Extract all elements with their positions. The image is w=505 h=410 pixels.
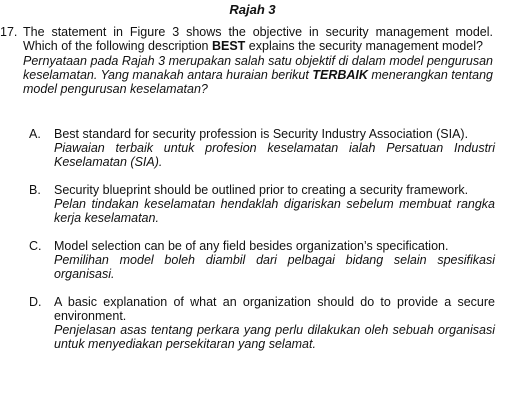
question-number: 17. [0, 25, 18, 39]
option-malay: Piawaian terbaik untuk profesion keselamatan ialah Persatuan Industri Keselamatan (SIA). [54, 141, 495, 169]
option-english: Model selection can be of any field besides organization’s specification. [54, 239, 449, 253]
option-letter: A. [29, 127, 41, 141]
question-malay-part-2: menerangkan tentang model pengurusan keselamatan? [23, 68, 494, 96]
question-english [23, 25, 493, 53]
option-c[interactable] [23, 239, 495, 281]
option-b[interactable] [23, 183, 495, 225]
question-english-part-2: explains the security management model? [245, 39, 483, 53]
option-a[interactable] [23, 127, 495, 169]
question-english-part-1: The statement in Figure 3 shows the objective in security management model. Which of the following description [23, 25, 493, 53]
option-d[interactable] [23, 295, 495, 351]
question-malay-part-1: Pernyataan pada Rajah 3 merupakan salah satu objektif di dalam model pengurusan keselamatan. Yang manakah antara huraian berikut [23, 54, 493, 82]
option-english: Security blueprint should be outlined prior to creating a security framework. [54, 183, 469, 197]
answer-options [23, 127, 495, 365]
option-letter: B. [29, 183, 41, 197]
option-english: Best standard for security profession is Security Industry Association (SIA). [54, 127, 469, 141]
option-english: A basic explanation of what an organization should do to provide a secure environment. [54, 295, 495, 323]
question-english-emphasis: BEST [211, 39, 246, 53]
option-malay: Pelan tindakan keselamatan hendaklah digariskan sebelum membuat rangka kerja keselamatan. [54, 197, 495, 225]
option-letter: D. [29, 295, 42, 309]
option-letter: C. [29, 239, 42, 253]
question-malay-emphasis: TERBAIK [312, 68, 368, 82]
figure-title: Rajah 3 [229, 2, 276, 17]
option-malay: Pemilihan model boleh diambil dari pelbagai bidang selain spesifikasi organisasi. [54, 253, 495, 281]
option-malay: Penjelasan asas tentang perkara yang perlu dilakukan oleh sebuah organisasi untuk menyediakan persekitaran yang selamat. [54, 323, 495, 351]
question-text [23, 25, 493, 96]
question-malay [23, 54, 493, 96]
